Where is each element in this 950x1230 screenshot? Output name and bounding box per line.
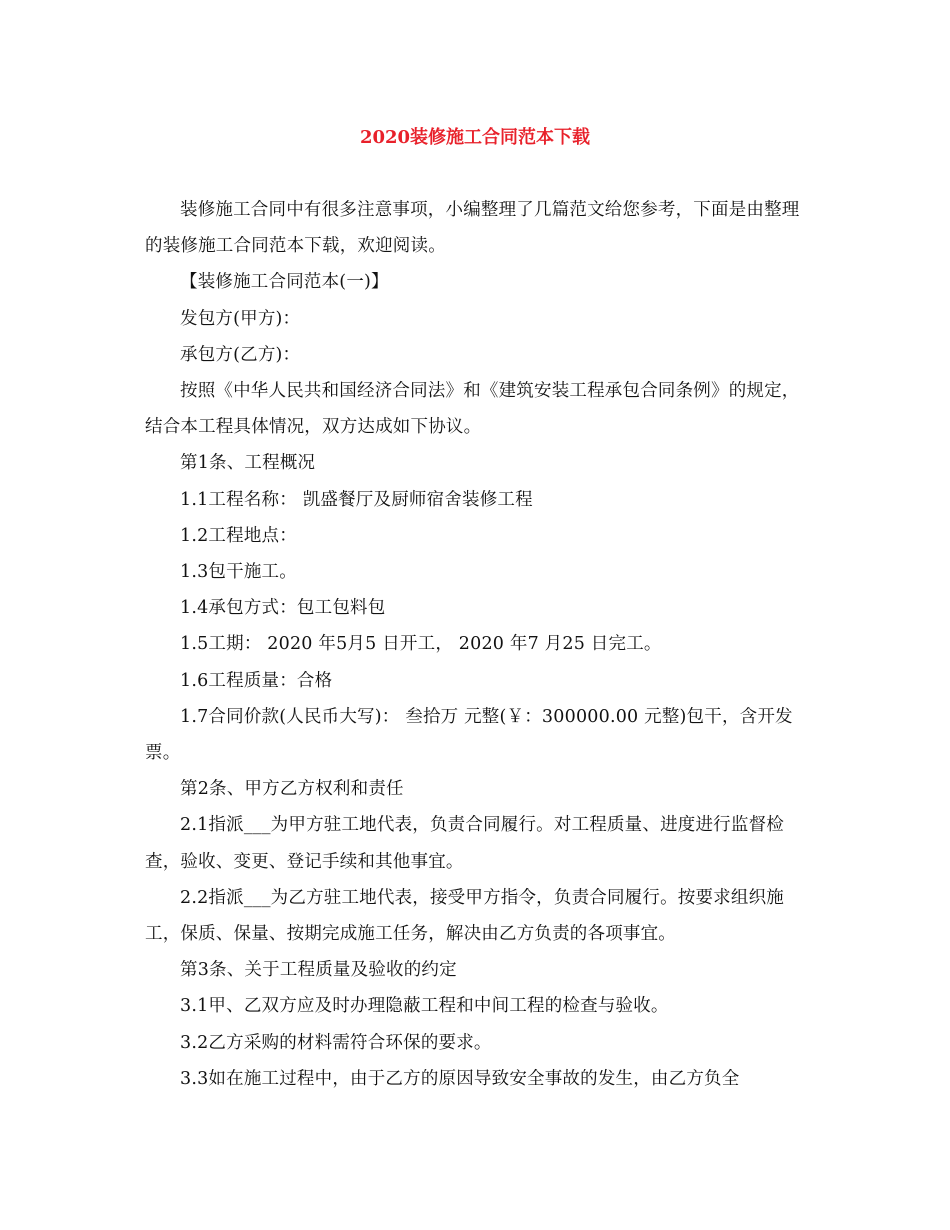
paragraph-3-1: 3.1甲、乙双方应及时办理隐蔽工程和中间工程的检查与验收。 [180,996,669,1017]
paragraph-2-1: 2.1指派___为甲方驻工地代表，负责合同履行。对工程质量、进度进行监督检查，验收、变更、登记手续和其他事宜。 [145,815,784,872]
paragraph-article-2: 第2条、甲方乙方权利和责任 [180,779,404,800]
paragraph-party-b: 承包方(乙方)： [180,344,301,365]
paragraph-preamble: 按照《中华人民共和国经济合同法》和《建筑安装工程承包合同条例》的规定，结合本工程具体情况，双方达成如下协议。 [145,381,800,438]
paragraph-1-5: 1.5工期： 2020 年5月5 日开工， 2020 年7 月25 日完工。 [180,634,662,655]
document-title: 2020装修施工合同范本下载 [359,127,591,148]
paragraph-sample-heading: 【装修施工合同范本(一)】 [180,272,389,293]
paragraph-1-6: 1.6工程质量：合格 [180,670,333,691]
document-body [145,192,805,1097]
paragraph-3-2: 3.2乙方采购的材料需符合环保的要求。 [180,1032,492,1053]
paragraph-article-1: 第1条、工程概况 [180,453,316,474]
paragraph-article-3: 第3条、关于工程质量及验收的约定 [180,960,457,981]
paragraph-3-3: 3.3如在施工过程中，由于乙方的原因导致安全事故的发生，由乙方负全 [180,1068,740,1089]
paragraph-1-3: 1.3包干施工。 [180,562,297,583]
paragraph-1-2: 1.2工程地点： [180,525,297,546]
paragraph-1-1: 1.1工程名称： 凯盛餐厅及厨师宿舍装修工程 [180,489,533,510]
paragraph-2-2: 2.2指派___为乙方驻工地代表，接受甲方指令，负责合同履行。按要求组织施工，保质、保量、按期完成施工任务，解决由乙方负责的各项事宜。 [145,887,784,945]
paragraph-party-a: 发包方(甲方)： [180,308,301,329]
paragraph-1-7: 1.7合同价款(人民币大写)： 叁拾万 元整(￥：300000.00 元整)包干，含开发票。 [145,706,793,764]
paragraph-1-4: 1.4承包方式：包工包料包 [180,598,386,619]
paragraph-intro: 装修施工合同中有很多注意事项，小编整理了几篇范文给您参考，下面是由整理的装修施工合同范本下载，欢迎阅读。 [145,200,800,257]
